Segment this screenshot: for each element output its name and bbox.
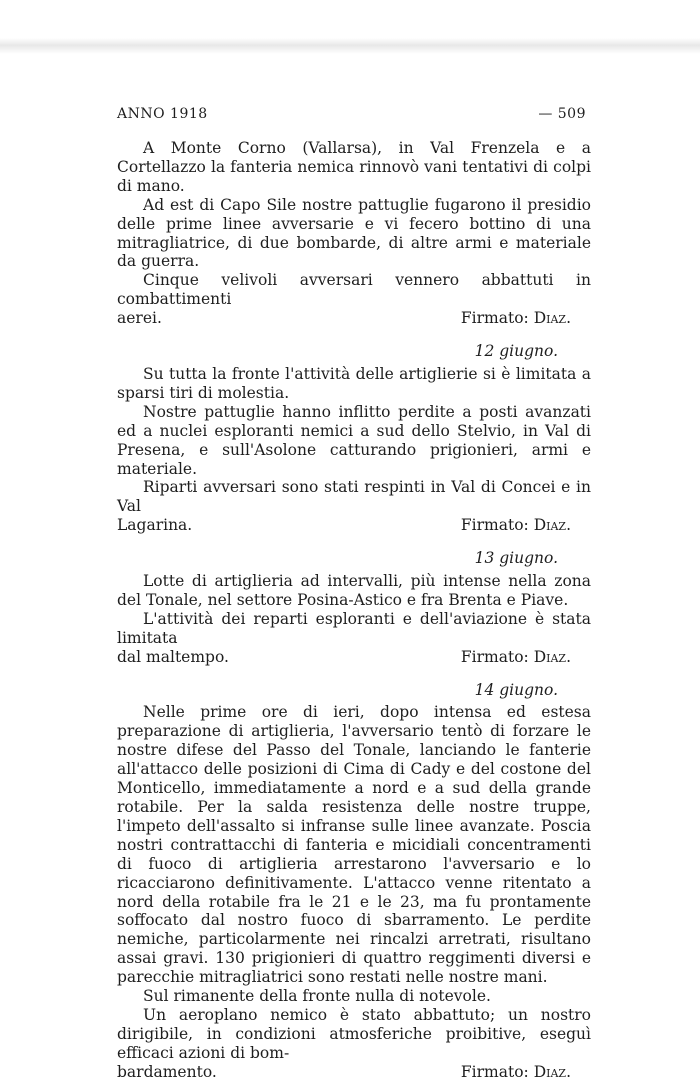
- closing-text: Lagarina.: [117, 516, 193, 535]
- paragraph: Nostre pattuglie hanno inflitto perdite a posti avanzati ed a nuclei esploranti nemici a sud dello Stelvio, in Val di Presena, e sull'Asolone catturando prigionieri, armi e materiale.: [117, 402, 591, 478]
- signature-name: Diaz.: [533, 309, 571, 328]
- header-year: ANNO 1918: [117, 106, 208, 122]
- signature-label: Firmato:: [460, 309, 529, 328]
- paragraph: Cinque velivoli avversari vennero abbattuti in combattimenti: [117, 271, 591, 309]
- main-text: [117, 139, 591, 1082]
- signature: [461, 1063, 571, 1082]
- signature: [461, 648, 571, 667]
- paragraph: L'attività dei reparti esploranti e dell'aviazione è stata limitata: [117, 609, 591, 647]
- signature-label: Firmato:: [460, 1062, 529, 1081]
- signature-name: Diaz.: [533, 1062, 571, 1081]
- signature-label: Firmato:: [460, 516, 529, 535]
- paragraph: Nelle prime ore di ieri, dopo intensa ed estesa preparazione di artiglieria, l'avversario tentò di forzare le nostre difese del Passo del Tonale, lanciando le fanterie all'attacco delle posizioni di Cima di Cady e del costone del Monticello, immediatamente a nord e a sud della grande rotabile. Per la salda resistenza delle nostre truppe, l'impeto dell'assalto si infranse sulle linee avanzate. Poscia nostri contrattacchi di fanteria e micidiali concentramenti di fuoco di artiglieria arrestarono l'avversario e lo ricacciarono definitivamente. L'attacco venne ritentato a nord della rotabile fra le 21 e le 23, ma fu prontamente soffocato dal nostro fuoco di sbarramento. Le perdite nemiche, particolarmente nei rincalzi arretrati, risultano assai gravi. 130 prigionieri di quattro reggimenti diversi e parecchie mitragliatrici sono restati nelle nostre mani.: [117, 703, 591, 987]
- page-number: — 509: [538, 106, 586, 122]
- closing-text: dal maltempo.: [117, 647, 229, 666]
- closing-line: [117, 309, 591, 328]
- closing-line: [117, 648, 591, 667]
- paragraph: Ad est di Capo Sile nostre pattuglie fugarono il presidio delle prime linee avversarie e vi fecero bottino di una mitragliatrice, di due bombarde, di altre armi e materiale da guerra.: [117, 195, 591, 271]
- signature-name: Diaz.: [533, 647, 571, 666]
- bulletin-entry: [117, 681, 591, 1082]
- paragraph: A Monte Corno (Vallarsa), in Val Frenzela e a Cortellazzo la fanteria nemica rinnovò vani tentativi di colpi di mano.: [117, 139, 591, 195]
- entry-date: 12 giugno.: [474, 342, 558, 361]
- entry-date: 14 giugno.: [474, 680, 558, 699]
- entry-date: 13 giugno.: [474, 549, 558, 568]
- paragraph: Un aeroplano nemico è stato abbattuto; un nostro dirigibile, in condizioni atmosferiche proibitive, eseguì efficaci azioni di bom-: [117, 1005, 591, 1062]
- signature-name: Diaz.: [533, 516, 571, 535]
- closing-text: bardamento.: [117, 1062, 217, 1081]
- signature: [461, 516, 571, 535]
- bulletin-entry: [117, 139, 591, 328]
- paragraph: Su tutta la fronte l'attività delle artiglierie si è limitata a sparsi tiri di molestia.: [117, 364, 591, 402]
- signature: [461, 309, 571, 328]
- signature-label: Firmato:: [460, 647, 529, 666]
- paragraph: Sul rimanente della fronte nulla di notevole.: [143, 987, 491, 1006]
- closing-line: [117, 1063, 591, 1082]
- closing-text: aerei.: [117, 309, 162, 328]
- paragraph: Lotte di artiglieria ad intervalli, più intense nella zona del Tonale, nel settore Posina-Astico e fra Brenta e Piave.: [117, 572, 591, 609]
- bulletin-entry: [117, 342, 591, 535]
- scan-edge-noise: [0, 38, 700, 54]
- running-header: [117, 106, 586, 122]
- paragraph: Riparti avversari sono stati respinti in Val di Concei e in Val: [117, 478, 591, 516]
- closing-line: [117, 516, 591, 535]
- bulletin-entry: [117, 549, 591, 666]
